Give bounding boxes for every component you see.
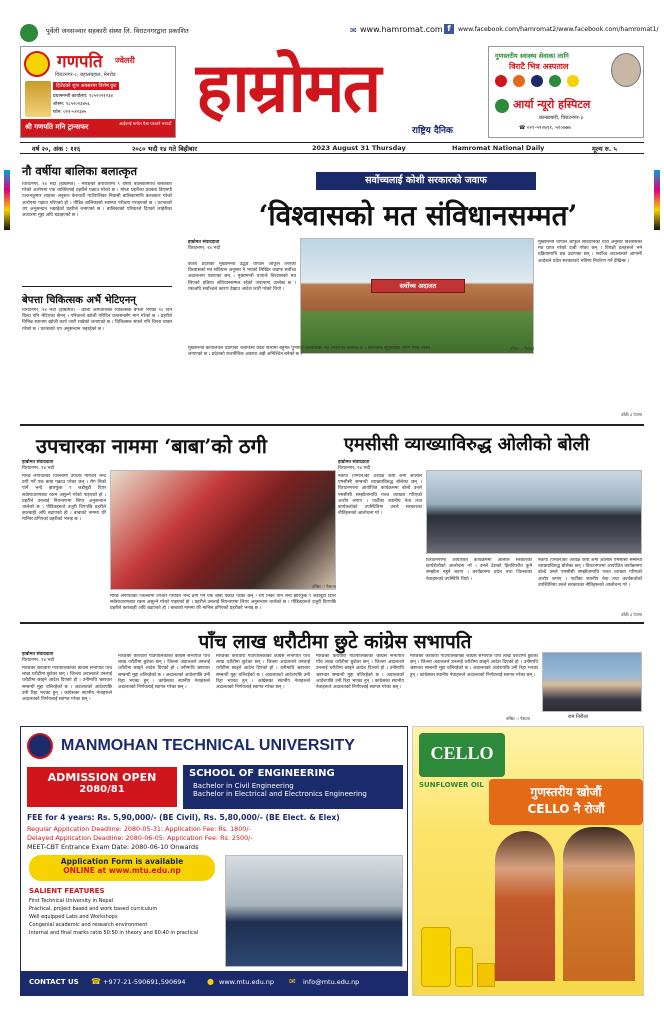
court-sign-board <box>371 279 465 293</box>
price: मूल्य रु. ५ <box>592 145 617 153</box>
medical-icons <box>495 75 605 91</box>
congress-byline-name: हाम्रोमत संवाददाता <box>22 652 54 657</box>
mtu-online-2: ONLINE at www.mtu.edu.np <box>63 866 181 875</box>
phone-icon: ☎ <box>91 977 101 986</box>
model-woman-left <box>495 831 555 981</box>
congress-leader-photo <box>542 652 642 712</box>
arya-logo <box>495 99 509 113</box>
baba-byline-place: विराटनगर, १४ भदौ <box>22 466 55 471</box>
oli-photo <box>426 470 642 554</box>
mtu-fee: FEE for 4 years: Rs. 5,90,000/- (BE Civil), Rs. 5,80,000/- (BE Elect. & Elex) <box>27 813 340 822</box>
congress-body-4: मोरङको केरावारी गाउँपालिकाका कांग्रेस सभापति पाँच लाख धरौटीमा छुटेका छन् । जिल्ला अदालतले उनलाई धरौटीमा छाड्ने आदेश दिएको हो । उनीमाथि भ्रष्टाचार सम्बन्धी मुद्दा चलिरहेको छ । अदालतको आदेशपछि उनी रिहा भएका हुन् । कांग्रेसका स्थानीय नेताहरूले अदालतको निर्णयलाई स्वागत गरेका छन् । <box>316 654 404 691</box>
lead-byline <box>188 240 220 252</box>
heart-icon <box>495 75 507 87</box>
mtu-phone[interactable]: +977-21-590691,590694 <box>103 978 186 986</box>
mtu-ad[interactable] <box>20 726 408 996</box>
mtu-online-box[interactable] <box>29 855 215 881</box>
story-congress-title[interactable]: पाँच लाख धरौटीमा छुटे कांग्रेस सभापति <box>198 631 472 653</box>
registration-marks <box>4 170 10 230</box>
mtu-exam-date: MEET-CBT Entrance Exam Date: 2080-06-10 Onwards <box>27 843 199 851</box>
ganapati-offer: हिउँदको शुभ अवसरमा विशेष छुट <box>53 82 119 90</box>
lead-body-1: कोशी प्रदेशका मुख्यमन्त्री उद्धव थापाले आफूले लिएको विश्वासको मत संविधान अनुसार नै भएको लिखित जवाफ सर्वोच्च अदालतमा पठाएका छन् । मुख्यमन्त्री थापाले विश्वासको मत लिएको प्रक्रिया संविधानसम्मत रहेको जवाफमा उल्लेख छ । यसअघि सर्वोच्चले कारण देखाउ आदेश जारी गरेको थियो । <box>188 262 296 292</box>
mtu-students-photo <box>225 855 403 967</box>
cello-slogan-box <box>489 779 643 825</box>
mtu-feature-2: Practical, project based and work based curriculum <box>29 906 158 912</box>
story-missing-title[interactable]: बेपत्ता चिकित्सक अर्भै भेटिएनन् <box>22 295 136 306</box>
lab-icon <box>549 75 561 87</box>
lead-continued[interactable]: बाँकी ३ पेजमा <box>621 412 642 417</box>
mtu-program-1: Bachelor in Civil Engineering <box>193 782 294 790</box>
section-divider-2 <box>20 622 644 624</box>
paper-name: Hamromat National Daily <box>452 144 545 152</box>
story-oli-title[interactable]: एमसीसी व्याख्याविरुद्ध ओलीको बोली <box>344 434 590 455</box>
lead-body-3: मुख्यमन्त्री थापाले आफूले संविधानको धारा अनुसार विश्वासको मत प्राप्त गरेको दाबी गरेका छन् । विपक्षी दलहरूले भने प्रक्रियामाथि प्रश्न उठाएका छन् । सर्वोच्च अदालतको आगामी आदेशले प्रदेश सरकारको भविष्य निर्धारण गर्ने देखिन्छ । <box>538 240 642 264</box>
ambulance-icon <box>567 75 579 87</box>
arya-address: कान्छाबारी, विराटनगर-३ <box>539 115 584 121</box>
mtu-admission-box <box>27 767 177 807</box>
story-oli-body-2: विराटनगरमा आयोजित कार्यक्रममा ओलीले सरकारको कार्यशैलीको आलोचना गरे । उनले देशको हितविपरीत कुनै सम्झौता नहुने बताए । कार्यक्रममा प्रदेश तथा जिल्लाका नेताहरूको उपस्थिति थियो । <box>426 558 532 582</box>
mtu-online-1: Application Form is available <box>60 857 184 866</box>
transfer-title: श्री गणपति मनि ट्रान्सफर <box>25 123 89 131</box>
story-baba-body: मोरङ लगायतका जिल्लामा उपचार गरिदिने भन्दै ठगी गर्ने एक बाबा पक्राउ परेका छन् । रोग निको पार्ने भन्दै झारफुक र जडीबुटी दिएर सर्वसाधारणबाट रकम असुल्ने गरेको पाइएको हो । प्रहरीले उनलाई नियन्त्रणमा लिएर अनुसन्धान थालेको छ । पीडितहरूले उजुरी दिएपछि प्रहरीले कारबाही अघि बढाएको हो । बाबाको नाममा धेरै मानिस ठगिएको प्रहरीको भनाइ छ । <box>22 474 106 523</box>
mtu-web[interactable]: www.mtu.edu.np <box>219 978 275 986</box>
supreme-court-photo <box>300 238 534 354</box>
congress-body-5: मोरङको केरावारी गाउँपालिकाका कांग्रेस सभापति पाँच लाख धरौटीमा छुटेका छन् । जिल्ला अदालतले उनलाई धरौटीमा छाड्ने आदेश दिएको हो । उनीमाथि भ्रष्टाचार सम्बन्धी मुद्दा चलिरहेको छ । अदालतको आदेशपछि उनी रिहा भएका हुन् । कांग्रेसका स्थानीय नेताहरूले अदालतको निर्णयलाई स्वागत गरेका छन् । <box>410 654 538 678</box>
arya-headline-1: गुणस्तरीय स्वास्थ्य सेवाका लागि <box>495 52 569 60</box>
doctor-photo <box>611 53 641 87</box>
mtu-school: SCHOOL OF ENGINEERING <box>189 768 335 779</box>
story-rape-title[interactable]: नौ वर्षीया बालिका बलात्कृत <box>22 164 138 178</box>
baba-byline-name: हाम्रोमत संवाददाता <box>22 460 54 465</box>
congress-credit: तस्बिर ः पैसाला <box>505 716 530 721</box>
oli-continued[interactable]: बाँकी ३ पेजमा <box>621 612 642 617</box>
koshi-banner-text: सर्वोच्चलाई कोशी सरकारको जवाफ <box>365 175 487 186</box>
transfer-sub: आईएमई मार्फत पैसा पठाउने भरपर्दो <box>119 121 172 126</box>
registration-logo <box>20 24 38 42</box>
mail-icon: ✉ <box>289 977 296 986</box>
congress-byline-place: विराटनगर, १४ भदौ <box>22 658 55 663</box>
lead-headline[interactable]: ‘विश्वासको मत संविधानसम्मत’ <box>258 199 578 232</box>
ganapati-brand: गणपति <box>57 52 103 72</box>
arya-hospital-ad[interactable] <box>488 46 644 138</box>
congress-body-2: मोरङको केरावारी गाउँपालिकाका कांग्रेस सभापति पाँच लाख धरौटीमा छुटेका छन् । जिल्ला अदालतले उनलाई धरौटीमा छाड्ने आदेश दिएको हो । उनीमाथि भ्रष्टाचार सम्बन्धी मुद्दा चलिरहेको छ । अदालतको आदेशपछि उनी रिहा भएका हुन् । कांग्रेसका स्थानीय नेताहरूले अदालतको निर्णयलाई स्वागत गरेका छन् । <box>118 654 210 691</box>
divider <box>22 286 172 287</box>
congress-byline <box>22 652 54 664</box>
masthead-title: हाम्रोमत <box>196 48 380 128</box>
facebook-icon: f <box>444 24 454 34</box>
arya-phone: ☎ ०२१-५९०७११, ५९०७७७ <box>519 125 571 131</box>
facebook-link[interactable]: www.facebook.com/hamromat2/www.facebook.com/hamromat1/ <box>458 26 659 33</box>
story-oli-body-1: नेकपा (एमाले)का अध्यक्ष केपी शर्मा ओलीले एमसीसी सम्बन्धी व्याख्याविरुद्ध बोलेका छन् । विराटनगरमा आयोजित कार्यक्रममा बोल्दै उनले एमसीसी सम्झौतामाथि गलत व्याख्या गरिएको आरोप लगाए । पार्टीका स्थानीय नेता तथा कार्यकर्ताको उपस्थितिमा उनले सरकारका नीतिहरूको आलोचना गरे । <box>338 474 422 517</box>
mtu-email[interactable]: info@mtu.edu.np <box>303 978 360 986</box>
mtu-year: 2080/81 <box>79 784 125 795</box>
mtu-deadline-regular: Regular Application Deadline: 2080-05-31: Application Fee: Rs. 1800/- <box>27 825 251 833</box>
court-sign-text: सर्वोच्च अदालत <box>399 282 437 290</box>
ganapati-address: विराटनगर-८, बहालबहाल, मेनरोड <box>55 72 116 78</box>
mtu-admission: ADMISSION OPEN <box>47 771 157 784</box>
lead-byline-name: हाम्रोमत संवाददाता <box>188 240 220 245</box>
issue-number: वर्ष २०, अंक : ११६ <box>32 145 81 153</box>
mtu-program-2: Bachelor in Electrical and Electronics Engineering <box>193 790 367 798</box>
dateline <box>20 142 644 154</box>
mtu-features-list <box>29 897 223 937</box>
mtu-logo <box>27 733 53 759</box>
arya-headline-2: विराटै भित्र अस्पताल <box>509 62 569 71</box>
lead-body-2: मुख्यमन्त्री कार्यालयले पठाएको जवाफमा प्रदेश सभामा बहुमत पुर्‍याएर विश्वासको मत लिइएको उल्लेख छ । सर्वोच्चले सुनुवाइका लागि मिति तोक्ने जनाएको छ । प्रदेशको राजनीतिक अवस्था अझै अनिश्चित बनेको छ । <box>188 346 430 358</box>
ganapati-contact-3: फोन: ०२१-५१२३४५ <box>53 110 87 115</box>
cello-slogan-2: CELLO नै रोजौं <box>527 802 605 816</box>
story-oli-body-3: नेकपा (एमाले)का अध्यक्ष केपी शर्मा ओलीले एमसीसी सम्बन्धी व्याख्याविरुद्ध बोलेका छन् । विराटनगरमा आयोजित कार्यक्रममा बोल्दै उनले एमसीसी सम्झौतामाथि गलत व्याख्या गरिएको आरोप लगाए । पार्टीका स्थानीय नेता तथा कार्यकर्ताको उपस्थितिमा उनले सरकारका नीतिहरूको आलोचना गरे । <box>538 558 642 588</box>
web-icon: ✉ <box>350 26 357 35</box>
story-baba-body-cont: मोरङ लगायतका जिल्लामा उपचार गरिदिने भन्दै ठगी गर्ने एक बाबा पक्राउ परेका छन् । रोग निको पार्ने भन्दै झारफुक र जडीबुटी दिएर सर्वसाधारणबाट रकम असुल्ने गरेको पाइएको हो । प्रहरीले उनलाई नियन्त्रणमा लिएर अनुसन्धान थालेको छ । पीडितहरूले उजुरी दिएपछि प्रहरीले कारबाही अघि बढाएको हो । बाबाको नाममा धेरै मानिस ठगिएको प्रहरीको भनाइ छ । <box>110 594 336 612</box>
brain-icon <box>513 75 525 87</box>
baba-photo <box>110 470 336 590</box>
arya-name: आर्या न्यूरो हस्पिटल <box>513 98 591 111</box>
mtu-feature-4: Congenial academic and research environment <box>29 922 148 928</box>
mtu-name: MANMOHAN TECHNICAL UNIVERSITY <box>61 737 355 754</box>
lead-credit: तस्बिर ः पैसाला <box>509 346 534 351</box>
mtu-school-box <box>183 765 403 809</box>
model-woman-right <box>563 827 635 981</box>
ganapati-brand-sub: ज्वेलरी <box>115 56 135 65</box>
mtu-deadline-delayed: Delayed Application Deadline: 2080-06-05: Application Fee: Rs. 2500/- <box>27 834 253 842</box>
website-link[interactable]: www.hamromat.com <box>360 25 443 34</box>
baba-credit: तस्बिर ः पैसाला <box>311 584 336 589</box>
registration-marks-right <box>654 170 660 230</box>
oil-pouch <box>477 963 495 987</box>
koshi-banner <box>316 172 536 190</box>
congress-caption: राम निरौला <box>568 714 589 720</box>
mtu-feature-3: Well equipped Labs and Workshops <box>29 914 118 920</box>
ganapati-contact-2: शोरुम: ९८५२०२३४५६ <box>53 102 90 107</box>
jewelry-image <box>25 81 51 117</box>
lead-byline-place: विराटनगर, १४ भदौ <box>188 246 221 251</box>
cello-product: SUNFLOWER OIL <box>419 781 484 789</box>
oil-bottle-large <box>421 927 451 987</box>
section-divider <box>20 424 644 426</box>
masthead-subtitle: राष्ट्रिय दैनिक <box>412 126 453 136</box>
ganapati-transfer-bar <box>21 119 175 137</box>
publisher-tagline: पूर्वेली जनसञ्चार सहकारी संस्था लि. विराटनगरद्वारा प्रकाशित <box>46 27 189 35</box>
bone-icon <box>531 75 543 87</box>
oil-bottle-small <box>455 947 473 987</box>
cello-slogan-1: गुणस्तरीय खोजौं <box>530 785 602 799</box>
cello-brand: CELLO <box>430 743 494 763</box>
cello-ad[interactable] <box>412 726 644 996</box>
congress-body-3: मोरङको केरावारी गाउँपालिकाका कांग्रेस सभापति पाँच लाख धरौटीमा छुटेका छन् । जिल्ला अदालतले उनलाई धरौटीमा छाड्ने आदेश दिएको हो । उनीमाथि भ्रष्टाचार सम्बन्धी मुद्दा चलिरहेको छ । अदालतको आदेशपछि उनी रिहा भएका हुन् । कांग्रेसका स्थानीय नेताहरूले अदालतको निर्णयलाई स्वागत गरेका छन् । <box>216 654 310 691</box>
globe-icon: ● <box>207 977 214 986</box>
cello-logo-box <box>419 733 505 777</box>
baba-byline <box>22 460 54 472</box>
ganapati-contact-1: प्रधानमन्त्री कार्यालय: ९८५२०२१२३४ <box>53 94 113 99</box>
nepali-date: २०८० भदौ १४ गते बिहीबार <box>132 145 197 153</box>
oli-byline-place: विराटनगर, १४ भदौ <box>338 466 371 471</box>
story-rape-body: विराटनगर, १४ भदौ (हाम्रोमत) - मोरङको केरावारीमा ९ वर्षीय बालिकामाथि बलात्कार गरेको आरोपमा एक व्यक्तिलाई प्रहरीले पक्राउ गरेको छ । मोरङ प्रहरीका प्रवक्ता डिएसपी रञ्जनकुमार शाहका अनुसार केरावारी गाउँपालिका निवासी बालिकामाथि बलात्कार गरेको आरोपमा पक्राउ गरिएको हो । पीडित बालिकाको स्वास्थ्य परीक्षण गराइएको छ । घटनाबारे थप अनुसन्धान भइरहेको प्रहरीले जनाएको छ । बालिकाको परिवारले दिएको जाहेरीका आधारमा मुद्दा अघि बढाइएको छ । <box>22 182 172 219</box>
mtu-features-title: SALIENT FEATURES <box>29 887 105 895</box>
mtu-contact-label: CONTACT US <box>29 978 79 986</box>
ganapati-ad[interactable] <box>20 46 176 138</box>
story-baba-title[interactable]: उपचारका नाममा ‘बाबा’को ठगी <box>36 434 267 458</box>
mtu-feature-1: First Technical University in Nepal <box>29 898 114 904</box>
story-missing-body: विराटनगर, १४ भदौ (हाम्रोमत) - कोशी अस्पतालका चिकित्सक बेपत्ता भएको १० दिन बित्दा पनि भेटिएका छैनन् । परिवारले खोजी गरिदिन प्रशासनसँग माग गरेको छ । प्रहरीले विभिन्न स्थानमा खोजी कार्य जारी राखेको जनाएको छ । चिकित्सक संघले पनि चिन्ता व्यक्त गरेको छ । घटनाबारे थप अनुसन्धान भइरहेको छ । <box>22 308 172 332</box>
ganapati-logo <box>24 51 50 77</box>
english-date: 2023 August 31 Thursday <box>312 144 406 152</box>
oli-byline-name: हाम्रोमत संवाददाता <box>338 460 370 465</box>
mtu-feature-5: Internal and final marks ratio 50:50 in theory and 60:40 in practical <box>29 930 199 936</box>
congress-body-1: मोरङको केरावारी गाउँपालिकाका कांग्रेस सभापति पाँच लाख धरौटीमा छुटेका छन् । जिल्ला अदालतले उनलाई धरौटीमा छाड्ने आदेश दिएको हो । उनीमाथि भ्रष्टाचार सम्बन्धी मुद्दा चलिरहेको छ । अदालतको आदेशपछि उनी रिहा भएका हुन् । कांग्रेसका स्थानीय नेताहरूले अदालतको निर्णयलाई स्वागत गरेका छन् । <box>22 666 112 703</box>
mtu-contact-bar <box>21 971 407 995</box>
oli-byline <box>338 460 370 472</box>
